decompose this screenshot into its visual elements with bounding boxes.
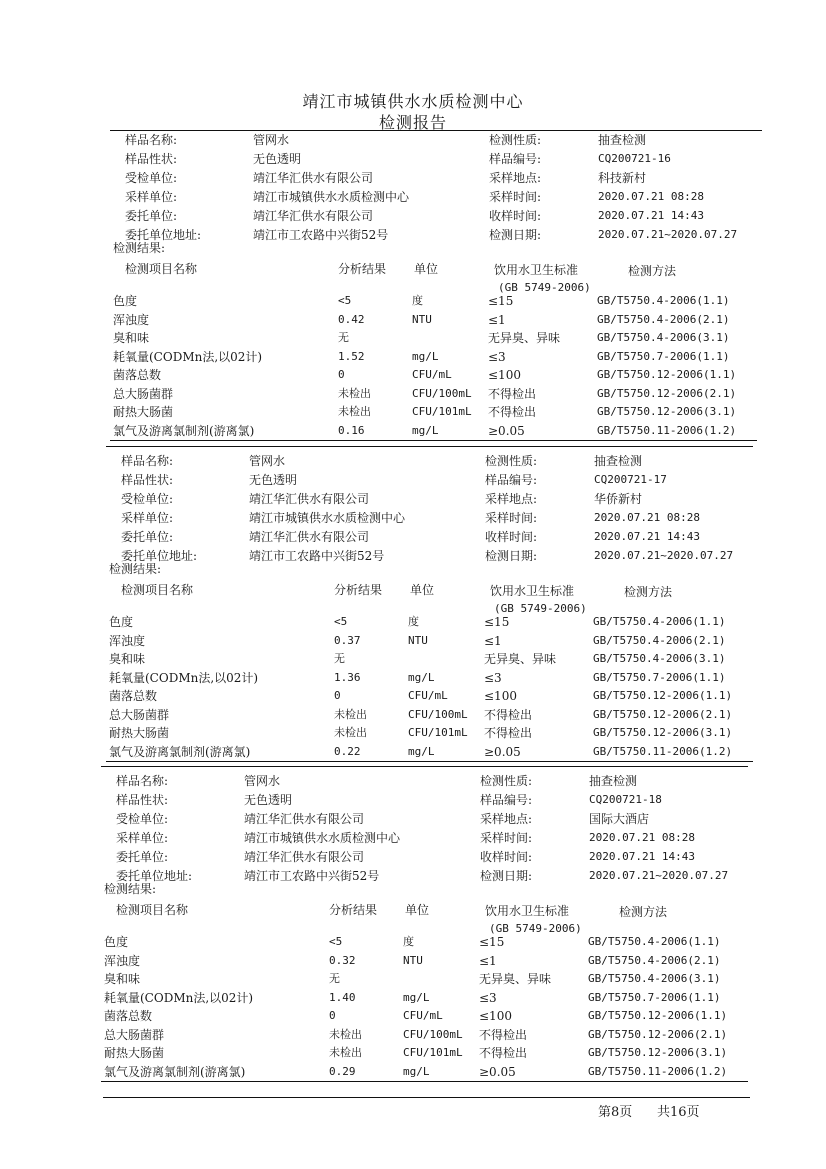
column-header-unit: 单位 <box>410 583 435 597</box>
result-method: GB/T5750.7-2006(1.1) <box>593 671 726 684</box>
info-value: 2020.07.21 14:43 <box>594 530 700 543</box>
report-subtitle: 检测报告 <box>378 113 447 132</box>
result-value: 0 <box>329 1009 336 1022</box>
info-label: 委托单位: <box>116 850 169 864</box>
result-value: 0 <box>338 368 345 381</box>
result-method: GB/T5750.12-2006(3.1) <box>588 1046 728 1059</box>
result-item-name: 耐热大肠菌 <box>113 405 174 419</box>
info-value: 靖江市工农路中兴街52号 <box>253 228 389 242</box>
result-item-name: 氯气及游离氯制剂(游离氯) <box>109 745 251 759</box>
info-label: 采样时间: <box>489 190 542 204</box>
info-label: 受检单位: <box>116 812 169 826</box>
block-divider <box>101 766 748 767</box>
table-bottom-rule <box>110 440 757 441</box>
info-label: 采样单位: <box>121 511 174 525</box>
info-value: 无色透明 <box>249 473 298 487</box>
result-value: 1.40 <box>329 991 356 1004</box>
result-unit: NTU <box>412 313 432 326</box>
result-item-name: 菌落总数 <box>109 689 158 703</box>
result-unit: CFU/100mL <box>403 1028 463 1041</box>
info-label: 收样时间: <box>480 850 533 864</box>
column-header-unit: 单位 <box>405 903 430 917</box>
result-item-name: 色度 <box>104 935 129 949</box>
result-unit: mg/L <box>412 350 439 363</box>
column-header-method: 检测方法 <box>628 264 677 278</box>
result-unit: CFU/100mL <box>412 387 472 400</box>
result-item-name: 浑浊度 <box>104 954 141 968</box>
result-item-name: 浑浊度 <box>109 634 146 648</box>
info-value: 靖江华汇供水有限公司 <box>249 492 370 506</box>
result-value: 0.42 <box>338 313 365 326</box>
info-value: 无色透明 <box>244 793 293 807</box>
info-value: 2020.07.21 14:43 <box>598 209 704 222</box>
result-value: 未检出 <box>334 726 367 739</box>
result-value: 未检出 <box>334 708 367 721</box>
result-standard: 无异臭、异味 <box>479 972 552 986</box>
info-value: 靖江市工农路中兴街52号 <box>249 549 385 563</box>
info-value: 2020.07.21~2020.07.27 <box>598 228 738 241</box>
result-item-name: 耐热大肠菌 <box>104 1046 165 1060</box>
info-value: 靖江市工农路中兴街52号 <box>244 869 380 883</box>
info-label: 委托单位地址: <box>116 869 193 883</box>
result-method: GB/T5750.4-2006(3.1) <box>588 972 721 985</box>
result-unit: 度 <box>403 935 414 948</box>
result-method: GB/T5750.4-2006(2.1) <box>593 634 726 647</box>
result-standard: ≤15 <box>484 615 510 629</box>
result-unit: CFU/mL <box>412 368 452 381</box>
result-standard: 无异臭、异味 <box>484 652 557 666</box>
info-value: 靖江华汇供水有限公司 <box>253 209 374 223</box>
result-standard: ≤3 <box>479 991 497 1005</box>
result-method: GB/T5750.4-2006(2.1) <box>597 313 730 326</box>
result-method: GB/T5750.4-2006(3.1) <box>593 652 726 665</box>
result-item-name: 耗氧量(CODMn法,以02计) <box>104 991 254 1005</box>
info-label: 委托单位: <box>121 530 174 544</box>
result-method: GB/T5750.12-2006(3.1) <box>597 405 737 418</box>
info-label: 样品性状: <box>125 152 178 166</box>
column-header-result: 分析结果 <box>329 903 378 917</box>
info-value: 抽查检测 <box>594 454 643 468</box>
result-unit: CFU/100mL <box>408 708 468 721</box>
result-unit: mg/L <box>403 991 430 1004</box>
result-method: GB/T5750.4-2006(3.1) <box>597 331 730 344</box>
result-unit: CFU/mL <box>403 1009 443 1022</box>
result-standard: ≤1 <box>484 634 502 648</box>
result-method: GB/T5750.7-2006(1.1) <box>588 991 721 1004</box>
info-label: 样品性状: <box>116 793 169 807</box>
result-method: GB/T5750.12-2006(1.1) <box>588 1009 728 1022</box>
result-method: GB/T5750.12-2006(2.1) <box>588 1028 728 1041</box>
result-item-name: 色度 <box>109 615 134 629</box>
result-standard: 不得检出 <box>488 387 537 401</box>
info-value: 管网水 <box>253 133 290 147</box>
result-standard: 无异臭、异味 <box>488 331 561 345</box>
result-method: GB/T5750.12-2006(1.1) <box>593 689 733 702</box>
info-label: 样品性状: <box>121 473 174 487</box>
result-unit: CFU/101mL <box>412 405 472 418</box>
result-value: 无 <box>334 652 345 665</box>
column-header-standard: 饮用水卫生标准 <box>490 584 575 598</box>
result-value: <5 <box>329 935 343 948</box>
info-label: 采样地点: <box>485 492 538 506</box>
bottom-rule <box>103 1097 750 1098</box>
report-title: 靖江市城镇供水水质检测中心 <box>302 92 524 111</box>
result-unit: NTU <box>403 954 423 967</box>
result-standard: 不得检出 <box>479 1028 528 1042</box>
result-method: GB/T5750.11-2006(1.2) <box>593 745 733 758</box>
result-value: 1.36 <box>334 671 361 684</box>
info-label: 采样地点: <box>480 812 533 826</box>
info-label: 采样单位: <box>116 831 169 845</box>
info-value: 抽查检测 <box>598 133 647 147</box>
info-label: 委托单位地址: <box>121 549 198 563</box>
info-label: 样品名称: <box>125 133 178 147</box>
info-label: 收样时间: <box>489 209 542 223</box>
info-value: 管网水 <box>249 454 286 468</box>
result-method: GB/T5750.12-2006(1.1) <box>597 368 737 381</box>
result-standard: ≤15 <box>488 294 514 308</box>
result-method: GB/T5750.11-2006(1.2) <box>597 424 737 437</box>
info-label: 样品名称: <box>116 774 169 788</box>
result-item-name: 耗氧量(CODMn法,以02计) <box>113 350 263 364</box>
result-unit: mg/L <box>408 671 435 684</box>
result-standard: 不得检出 <box>484 726 533 740</box>
result-method: GB/T5750.7-2006(1.1) <box>597 350 730 363</box>
column-header-item: 检测项目名称 <box>125 262 198 276</box>
column-header-method: 检测方法 <box>619 905 668 919</box>
info-label: 采样时间: <box>485 511 538 525</box>
info-label: 受检单位: <box>125 171 178 185</box>
info-label: 采样地点: <box>489 171 542 185</box>
info-label: 样品编号: <box>489 152 542 166</box>
info-label: 检测性质: <box>485 454 538 468</box>
result-value: 0.29 <box>329 1065 356 1078</box>
column-header-standard-code: (GB 5749-2006) <box>498 281 591 294</box>
page-total: 共16页 <box>657 1105 700 1120</box>
result-unit: mg/L <box>412 424 439 437</box>
info-label: 检测日期: <box>485 549 538 563</box>
result-method: GB/T5750.4-2006(1.1) <box>597 294 730 307</box>
result-item-name: 耗氧量(CODMn法,以02计) <box>109 671 259 685</box>
result-item-name: 臭和味 <box>104 972 141 986</box>
result-item-name: 臭和味 <box>109 652 146 666</box>
result-item-name: 臭和味 <box>113 331 150 345</box>
result-unit: mg/L <box>403 1065 430 1078</box>
result-item-name: 菌落总数 <box>113 368 162 382</box>
info-value: 2020.07.21 08:28 <box>598 190 704 203</box>
info-label: 检测日期: <box>480 869 533 883</box>
column-header-item: 检测项目名称 <box>121 583 194 597</box>
result-item-name: 菌落总数 <box>104 1009 153 1023</box>
result-item-name: 氯气及游离氯制剂(游离氯) <box>104 1065 246 1079</box>
result-standard: ≤3 <box>488 350 506 364</box>
column-header-standard: 饮用水卫生标准 <box>485 904 570 918</box>
info-value: 靖江市城镇供水水质检测中心 <box>244 831 401 845</box>
result-standard: ≥0.05 <box>484 745 521 759</box>
result-unit: CFU/101mL <box>408 726 468 739</box>
result-standard: ≤100 <box>484 689 517 703</box>
result-value: 0.22 <box>334 745 361 758</box>
info-label: 样品名称: <box>121 454 174 468</box>
column-header-standard-code: (GB 5749-2006) <box>494 602 587 615</box>
info-label: 收样时间: <box>485 530 538 544</box>
results-label: 检测结果: <box>104 882 157 896</box>
result-standard: ≤1 <box>488 313 506 327</box>
result-method: GB/T5750.4-2006(2.1) <box>588 954 721 967</box>
info-label: 样品编号: <box>480 793 533 807</box>
result-value: 1.52 <box>338 350 365 363</box>
info-value: 2020.07.21~2020.07.27 <box>589 869 729 882</box>
result-value: 无 <box>329 972 340 985</box>
column-header-unit: 单位 <box>414 262 439 276</box>
title-rule <box>110 130 762 131</box>
info-value: 国际大酒店 <box>589 812 650 826</box>
info-label: 采样单位: <box>125 190 178 204</box>
info-value: 2020.07.21 14:43 <box>589 850 695 863</box>
result-unit: CFU/101mL <box>403 1046 463 1059</box>
column-header-standard: 饮用水卫生标准 <box>494 263 579 277</box>
result-unit: 度 <box>412 294 423 307</box>
info-value: 华侨新村 <box>594 492 643 506</box>
result-item-name: 色度 <box>113 294 138 308</box>
page-number: 第8页 <box>598 1105 633 1120</box>
info-label: 检测日期: <box>489 228 542 242</box>
result-value: 0.32 <box>329 954 356 967</box>
info-value: 管网水 <box>244 774 281 788</box>
column-header-item: 检测项目名称 <box>116 903 189 917</box>
result-standard: ≤100 <box>488 368 521 382</box>
info-label: 委托单位地址: <box>125 228 202 242</box>
info-label: 样品编号: <box>485 473 538 487</box>
result-standard: 不得检出 <box>484 708 533 722</box>
result-item-name: 总大肠菌群 <box>113 387 174 401</box>
result-method: GB/T5750.11-2006(1.2) <box>588 1065 728 1078</box>
result-standard: 不得检出 <box>479 1046 528 1060</box>
result-unit: CFU/mL <box>408 689 448 702</box>
info-value: CQ200721-18 <box>589 793 662 806</box>
info-value: 靖江市城镇供水水质检测中心 <box>253 190 410 204</box>
result-standard: ≥0.05 <box>479 1065 516 1079</box>
result-item-name: 总大肠菌群 <box>109 708 170 722</box>
result-value: 无 <box>338 331 349 344</box>
column-header-result: 分析结果 <box>338 262 387 276</box>
result-standard: ≤100 <box>479 1009 512 1023</box>
result-standard: ≤15 <box>479 935 505 949</box>
column-header-result: 分析结果 <box>334 583 383 597</box>
result-unit: 度 <box>408 615 419 628</box>
result-value: 未检出 <box>329 1028 362 1041</box>
result-method: GB/T5750.12-2006(2.1) <box>597 387 737 400</box>
result-standard: ≤1 <box>479 954 497 968</box>
info-value: 无色透明 <box>253 152 302 166</box>
table-bottom-rule <box>101 1081 748 1082</box>
result-value: 未检出 <box>338 405 371 418</box>
result-item-name: 耐热大肠菌 <box>109 726 170 740</box>
info-label: 受检单位: <box>121 492 174 506</box>
result-method: GB/T5750.4-2006(1.1) <box>588 935 721 948</box>
result-method: GB/T5750.12-2006(2.1) <box>593 708 733 721</box>
info-label: 采样时间: <box>480 831 533 845</box>
result-value: 0.37 <box>334 634 361 647</box>
result-method: GB/T5750.12-2006(3.1) <box>593 726 733 739</box>
result-method: GB/T5750.4-2006(1.1) <box>593 615 726 628</box>
result-item-name: 总大肠菌群 <box>104 1028 165 1042</box>
column-header-method: 检测方法 <box>624 585 673 599</box>
info-value: 抽查检测 <box>589 774 638 788</box>
result-unit: NTU <box>408 634 428 647</box>
info-value: 靖江华汇供水有限公司 <box>249 530 370 544</box>
result-value: 未检出 <box>329 1046 362 1059</box>
info-value: 2020.07.21 08:28 <box>589 831 695 844</box>
result-value: <5 <box>338 294 352 307</box>
result-unit: mg/L <box>408 745 435 758</box>
result-item-name: 氯气及游离氯制剂(游离氯) <box>113 424 255 438</box>
info-value: 靖江市城镇供水水质检测中心 <box>249 511 406 525</box>
result-standard: ≤3 <box>484 671 502 685</box>
result-value: <5 <box>334 615 348 628</box>
info-value: CQ200721-17 <box>594 473 667 486</box>
info-value: CQ200721-16 <box>598 152 671 165</box>
result-standard: 不得检出 <box>488 405 537 419</box>
info-value: 靖江华汇供水有限公司 <box>244 850 365 864</box>
info-value: 2020.07.21~2020.07.27 <box>594 549 734 562</box>
info-label: 检测性质: <box>480 774 533 788</box>
results-label: 检测结果: <box>109 562 162 576</box>
info-value: 2020.07.21 08:28 <box>594 511 700 524</box>
table-bottom-rule <box>106 761 753 762</box>
result-standard: ≥0.05 <box>488 424 525 438</box>
info-label: 委托单位: <box>125 209 178 223</box>
info-value: 科技新村 <box>598 171 647 185</box>
result-value: 0 <box>334 689 341 702</box>
block-divider <box>106 446 753 447</box>
info-label: 检测性质: <box>489 133 542 147</box>
result-value: 未检出 <box>338 387 371 400</box>
column-header-standard-code: (GB 5749-2006) <box>489 922 582 935</box>
result-item-name: 浑浊度 <box>113 313 150 327</box>
results-label: 检测结果: <box>113 241 166 255</box>
info-value: 靖江华汇供水有限公司 <box>253 171 374 185</box>
result-value: 0.16 <box>338 424 365 437</box>
info-value: 靖江华汇供水有限公司 <box>244 812 365 826</box>
